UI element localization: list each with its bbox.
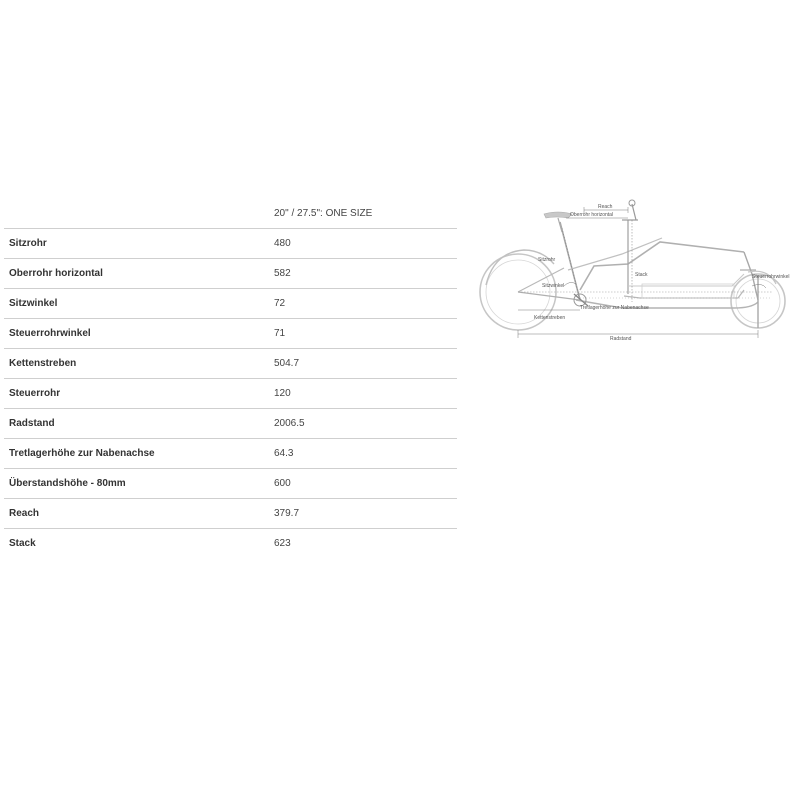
label-radstand: Radstand <box>610 336 632 342</box>
row-label: Tretlagerhöhe zur Nabenachse <box>9 448 155 459</box>
label-stack: Stack <box>635 272 648 278</box>
row-label: Oberrohr horizontal <box>9 268 103 279</box>
table-header-row <box>4 199 457 229</box>
row-label: Sitzwinkel <box>9 298 58 309</box>
table-row <box>4 439 457 469</box>
label-sitzwinkel: Sitzwinkel <box>542 283 565 289</box>
label-tretlager: Tretlagerhöhe zur Nabenachse <box>580 305 649 311</box>
table-row <box>4 529 457 558</box>
label-steuerrohrwinkel: Steuerrohrwinkel <box>752 274 790 280</box>
label-kettenstreben: Kettenstreben <box>534 315 566 321</box>
table-row <box>4 229 457 259</box>
table-row <box>4 289 457 319</box>
row-label: Steuerrohrwinkel <box>9 328 91 339</box>
row-value: 64.3 <box>274 448 294 459</box>
label-oberrohr: Oberrohr horizontal <box>570 212 614 218</box>
row-value: 600 <box>274 478 291 489</box>
table-row <box>4 499 457 529</box>
row-value: 72 <box>274 298 286 309</box>
row-label: Stack <box>9 538 36 549</box>
row-value: 379.7 <box>274 508 300 519</box>
table-row <box>4 259 457 289</box>
row-label: Kettenstreben <box>9 358 77 369</box>
label-reach: Reach <box>598 204 613 210</box>
size-header: 20" / 27.5": ONE SIZE <box>274 208 373 219</box>
table-row <box>4 409 457 439</box>
row-value: 582 <box>274 268 291 279</box>
row-value: 504.7 <box>274 358 300 369</box>
row-label: Sitzrohr <box>9 238 47 249</box>
row-label: Radstand <box>9 418 55 429</box>
row-label: Steuerrohr <box>9 388 61 399</box>
label-sitzrohr: Sitzrohr <box>538 257 556 263</box>
row-value: 623 <box>274 538 291 549</box>
table-row <box>4 349 457 379</box>
table-row <box>4 379 457 409</box>
row-label: Reach <box>9 508 40 519</box>
table-row <box>4 469 457 499</box>
table-row <box>4 319 457 349</box>
row-value: 120 <box>274 388 291 399</box>
bike-geometry-diagram <box>472 190 798 350</box>
row-value: 2006.5 <box>274 418 305 429</box>
saddle <box>544 212 572 218</box>
geometry-table <box>4 199 457 558</box>
row-value: 71 <box>274 328 286 339</box>
row-label: Überstandshöhe - 80mm <box>9 478 126 489</box>
row-value: 480 <box>274 238 291 249</box>
